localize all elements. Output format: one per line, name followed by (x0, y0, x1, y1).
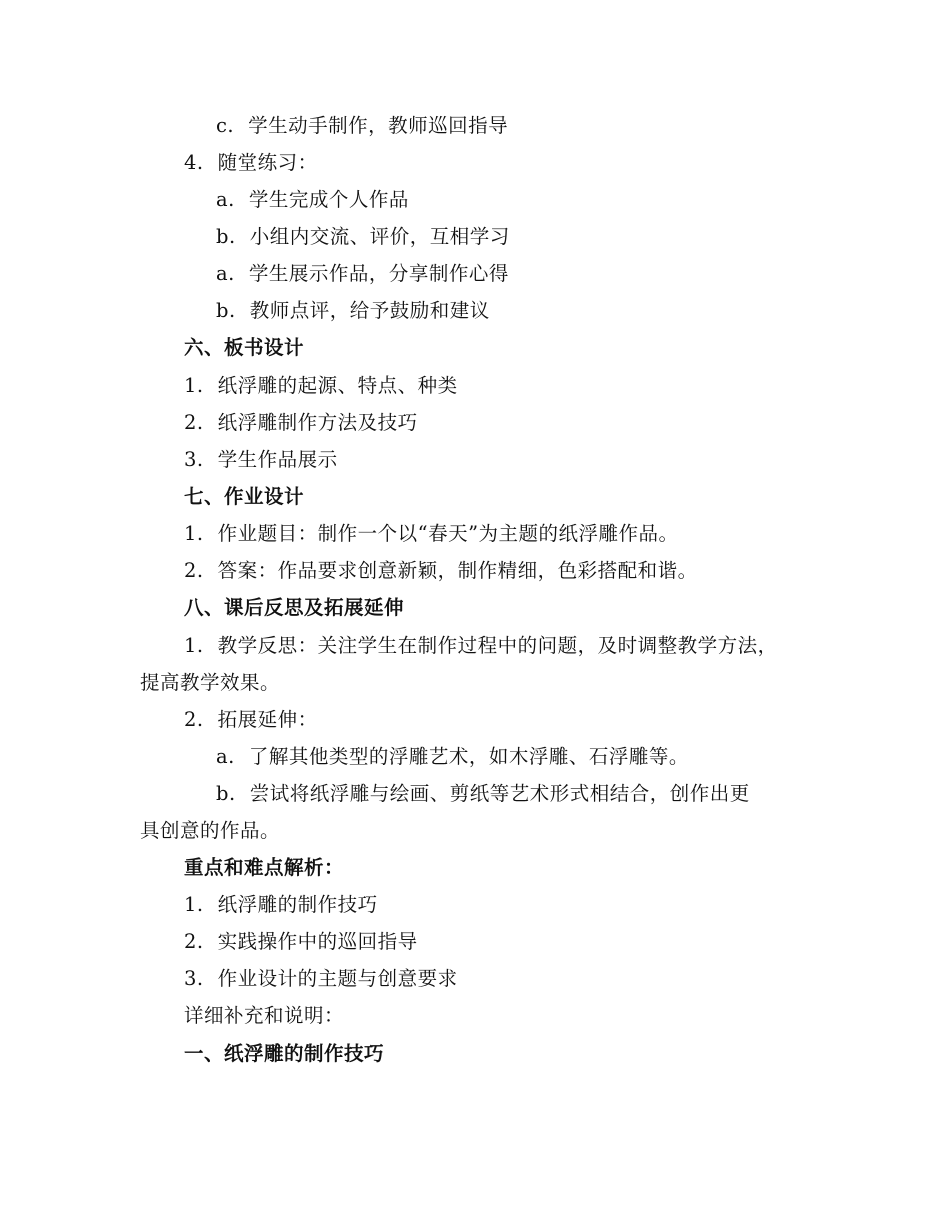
list-item-text: 学生动手制作，教师巡回指导 (248, 114, 509, 137)
list-item-text: 作业设计的主题与创意要求 (217, 967, 458, 990)
list-item (216, 298, 490, 324)
list-item (184, 929, 418, 955)
list-item (216, 224, 510, 250)
section-heading: 重点和难点解析： (184, 856, 345, 879)
list-item (184, 966, 458, 992)
list-item (184, 447, 338, 473)
list-marker: 1. (184, 893, 204, 916)
paragraph-continuation: 提高教学效果。 (140, 671, 281, 694)
list-item (216, 781, 750, 807)
list-item (216, 744, 689, 770)
paragraph-continuation: 具创意的作品。 (140, 819, 281, 842)
section-heading: 八、课后反思及拓展延伸 (184, 596, 405, 619)
list-item (184, 410, 418, 436)
section-heading: 七、作业设计 (184, 485, 305, 508)
list-marker: 4. (184, 151, 204, 174)
list-item (184, 373, 458, 399)
list-marker: 2. (184, 930, 204, 953)
list-item-text: 学生作品展示 (217, 448, 338, 471)
section-heading: 六、板书设计 (184, 336, 305, 359)
list-item-text: 学生完成个人作品 (248, 188, 409, 211)
list-marker: 3. (184, 448, 204, 471)
list-marker: a. (216, 262, 235, 285)
list-marker: 2. (184, 411, 204, 434)
list-item (216, 261, 509, 287)
list-marker: 2. (184, 559, 204, 582)
list-item-text: 随堂练习： (217, 151, 318, 174)
list-item-text: 了解其他类型的浮雕艺术，如木浮雕、石浮雕等。 (248, 745, 689, 768)
list-marker: 1. (184, 522, 204, 545)
list-item-text: 作业题目：制作一个以“春天”为主题的纸浮雕作品。 (217, 522, 679, 545)
list-marker: b. (216, 782, 236, 805)
list-marker: 1. (184, 634, 204, 657)
list-item (216, 113, 508, 139)
list-item-text: 教学反思：关注学生在制作过程中的问题，及时调整教学方法， (217, 634, 778, 657)
list-item-text: 拓展延伸： (217, 708, 318, 731)
list-item-text: 小组内交流、评价，互相学习 (249, 225, 510, 248)
list-item-text: 纸浮雕的起源、特点、种类 (217, 374, 458, 397)
list-item (184, 892, 378, 918)
list-item-text: 学生展示作品，分享制作心得 (248, 262, 509, 285)
list-item-text: 实践操作中的巡回指导 (217, 930, 418, 953)
list-marker: 3. (184, 967, 204, 990)
list-item-text: 尝试将纸浮雕与绘画、剪纸等艺术形式相结合，创作出更 (249, 782, 750, 805)
list-marker: a. (216, 745, 235, 768)
list-marker: 1. (184, 374, 204, 397)
paragraph: 详细补充和说明： (184, 1004, 345, 1027)
section-heading: 一、纸浮雕的制作技巧 (184, 1042, 385, 1065)
list-item-text: 答案：作品要求创意新颖，制作精细，色彩搭配和谐。 (217, 559, 698, 582)
list-marker: b. (216, 225, 236, 248)
list-marker: c. (216, 114, 235, 137)
list-item (184, 558, 698, 584)
list-item (184, 707, 318, 733)
list-item (184, 521, 679, 547)
list-marker: b. (216, 299, 236, 322)
list-item-text: 纸浮雕制作方法及技巧 (217, 411, 418, 434)
list-item-text: 纸浮雕的制作技巧 (217, 893, 378, 916)
list-item-text: 教师点评，给予鼓励和建议 (249, 299, 490, 322)
list-item (184, 633, 778, 659)
list-marker: a. (216, 188, 235, 211)
list-item (184, 150, 318, 176)
list-marker: 2. (184, 708, 204, 731)
list-item (216, 187, 409, 213)
